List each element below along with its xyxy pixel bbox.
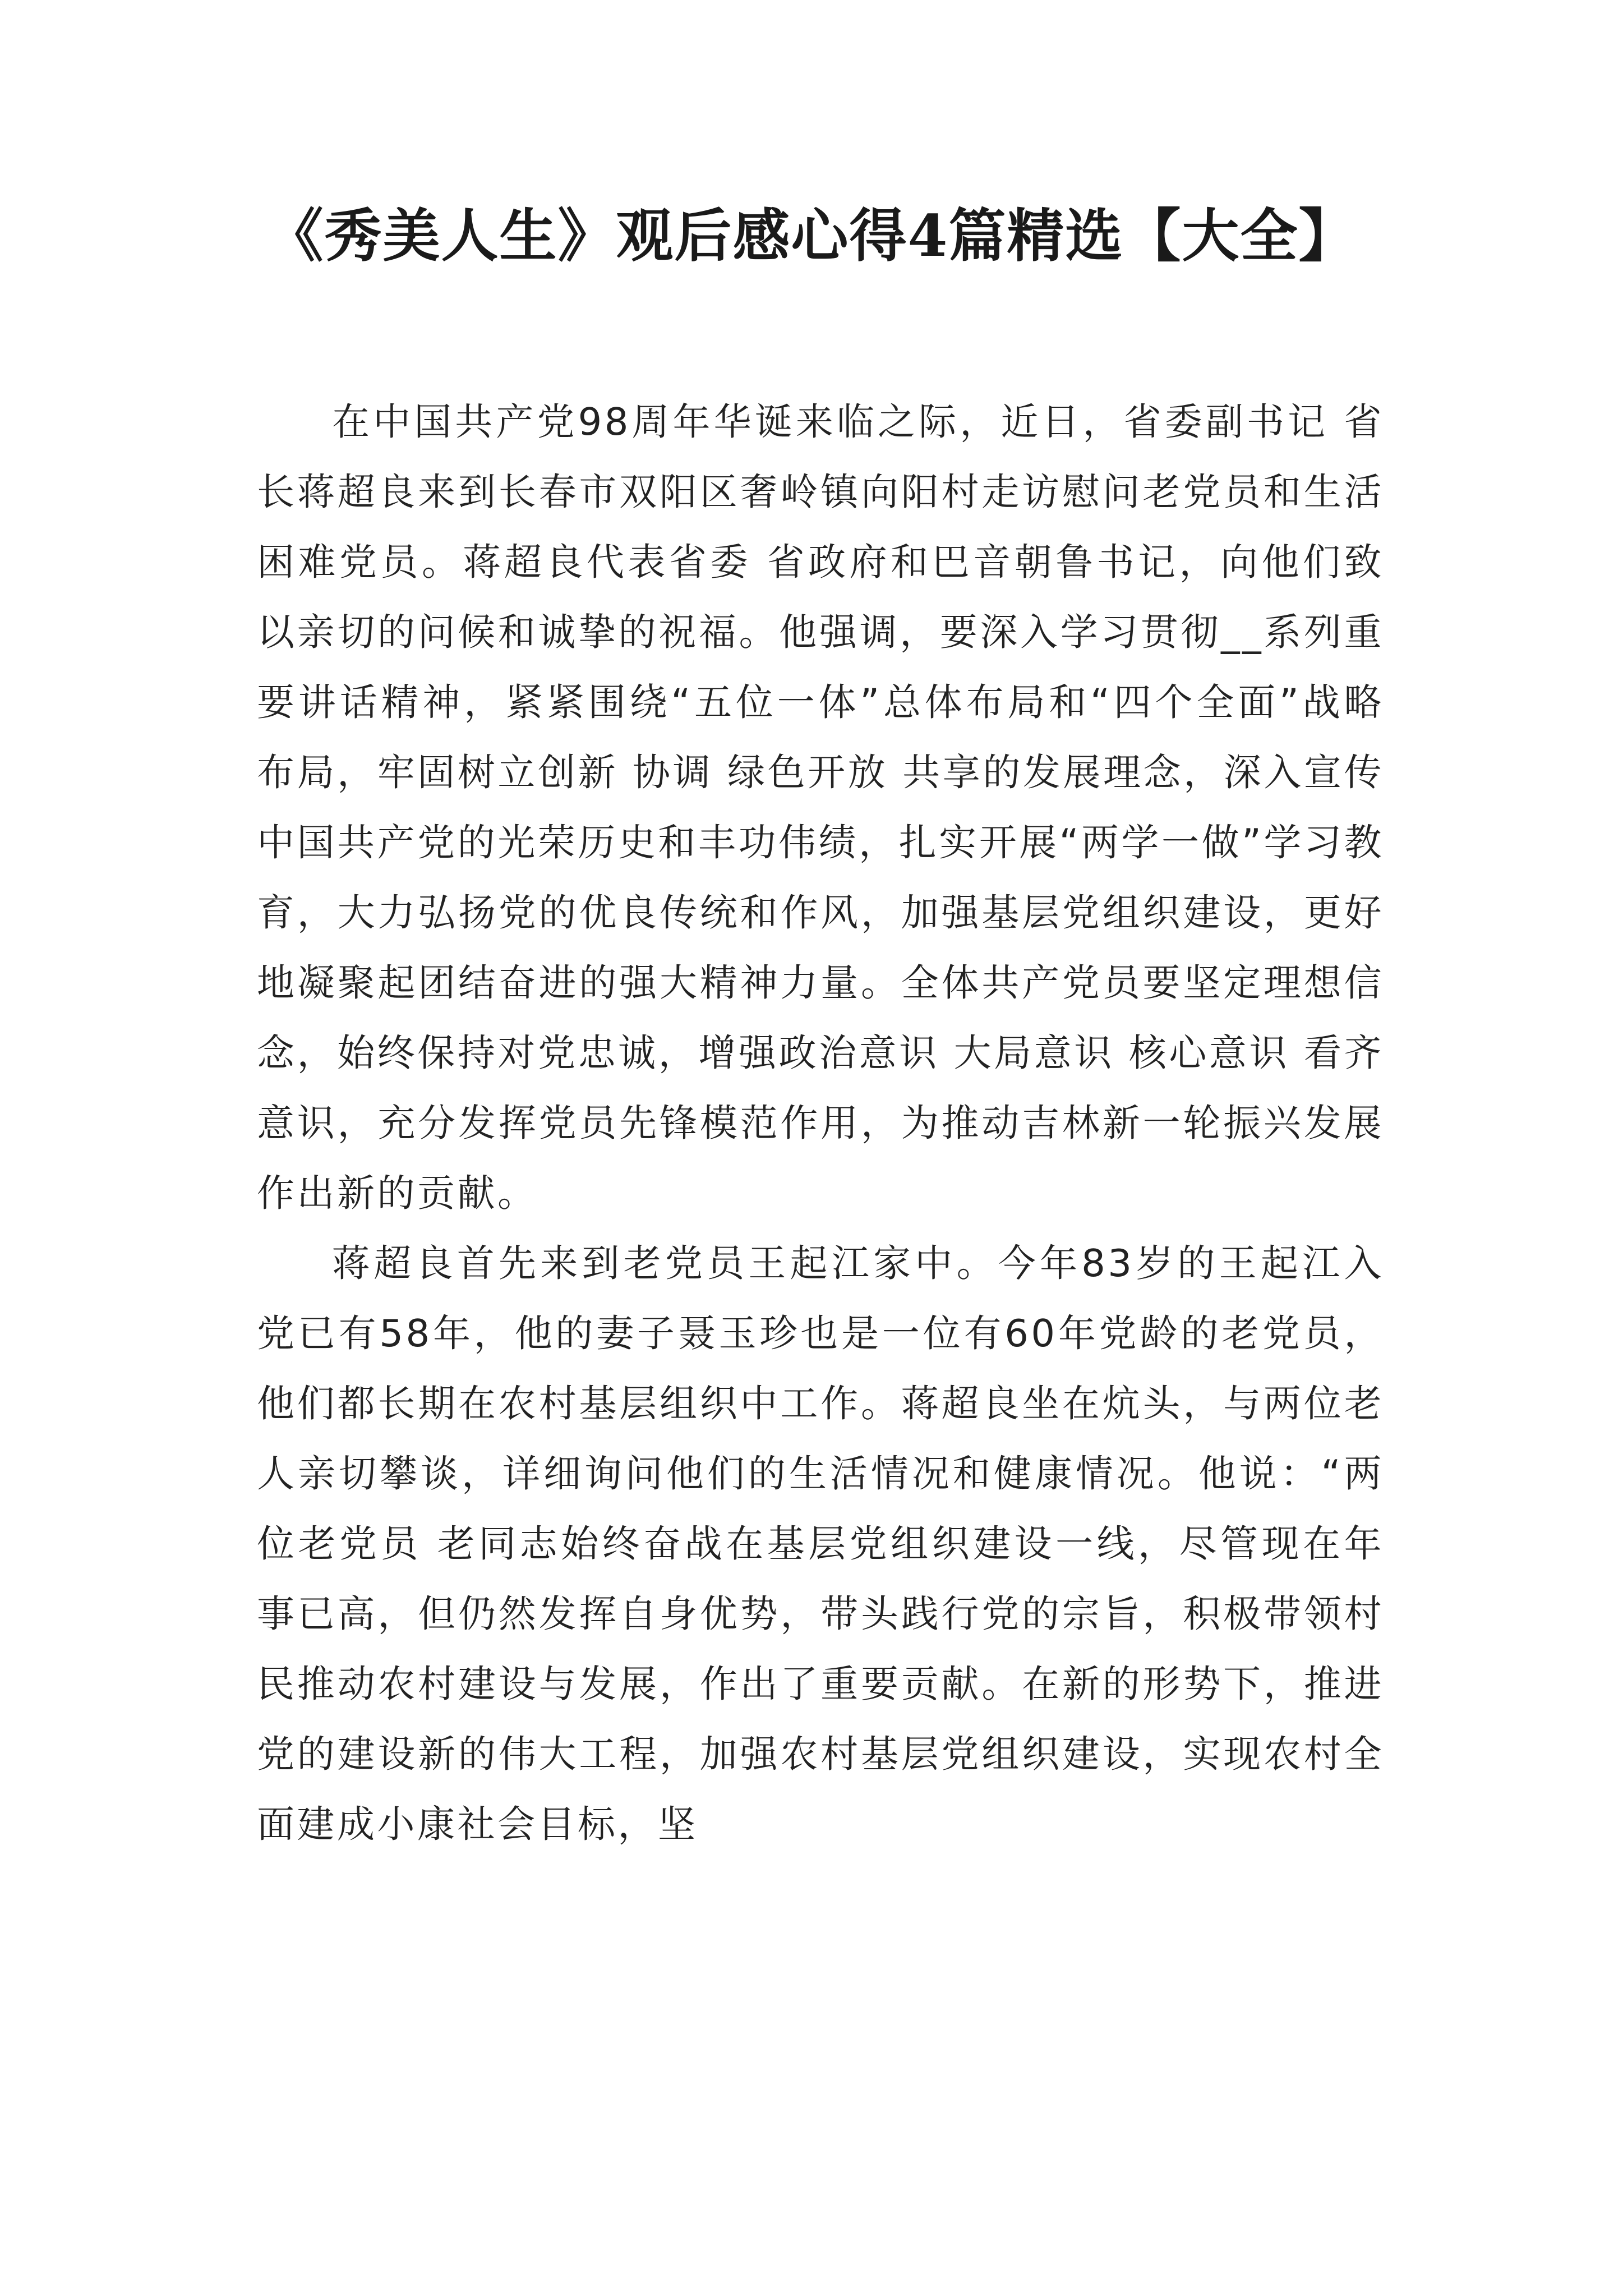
document-body: [257, 387, 1384, 1860]
document-title: 《秀美人生》观后感心得4篇精选【大全】: [266, 203, 1357, 270]
paragraph-2: 蒋超良首先来到老党员王起江家中。今年83岁的王起江入党已有58年，他的妻子聂玉珍也是一位有60年党龄的老党员，他们都长期在农村基层组织中工作。蒋超良坐在炕头，与两位老人亲切攀谈，详细询问他们的生活情况和健康情况。他说：“两位老党员 老同志始终奋战在基层党组织建设一线，尽管现在年事已高，但仍然发挥自身优势，带头践行党的宗旨，积极带领村民推动农村建设与发展，作出了重要贡献。在新的形势下，推进党的建设新的伟大工程，加强农村基层党组织建设，实现农村全面建成小康社会目标，坚: [257, 1241, 1384, 1846]
paragraph-1: 在中国共产党98周年华诞来临之际，近日，省委副书记 省长蒋超良来到长春市双阳区奢岭镇向阳村走访慰问老党员和生活困难党员。蒋超良代表省委 省政府和巴音朝鲁书记，向他们致以亲切的问候和诚挚的祝福。他强调，要深入学习贯彻__系列重要讲话精神，紧紧围绕“五位一体”总体布局和“四个全面”战略布局，牢固树立创新 协调 绿色开放 共享的发展理念，深入宣传中国共产党的光荣历史和丰功伟绩，扎实开展“两学一做”学习教育，大力弘扬党的优良传统和作风，加强基层党组织建设，更好地凝聚起团结奋进的强大精神力量。全体共产党员要坚定理想信念，始终保持对党忠诚，增强政治意识 大局意识 核心意识 看齐意识，充分发挥党员先锋模范作用，为推动吉林新一轮振兴发展作出新的贡献。: [257, 400, 1384, 1215]
